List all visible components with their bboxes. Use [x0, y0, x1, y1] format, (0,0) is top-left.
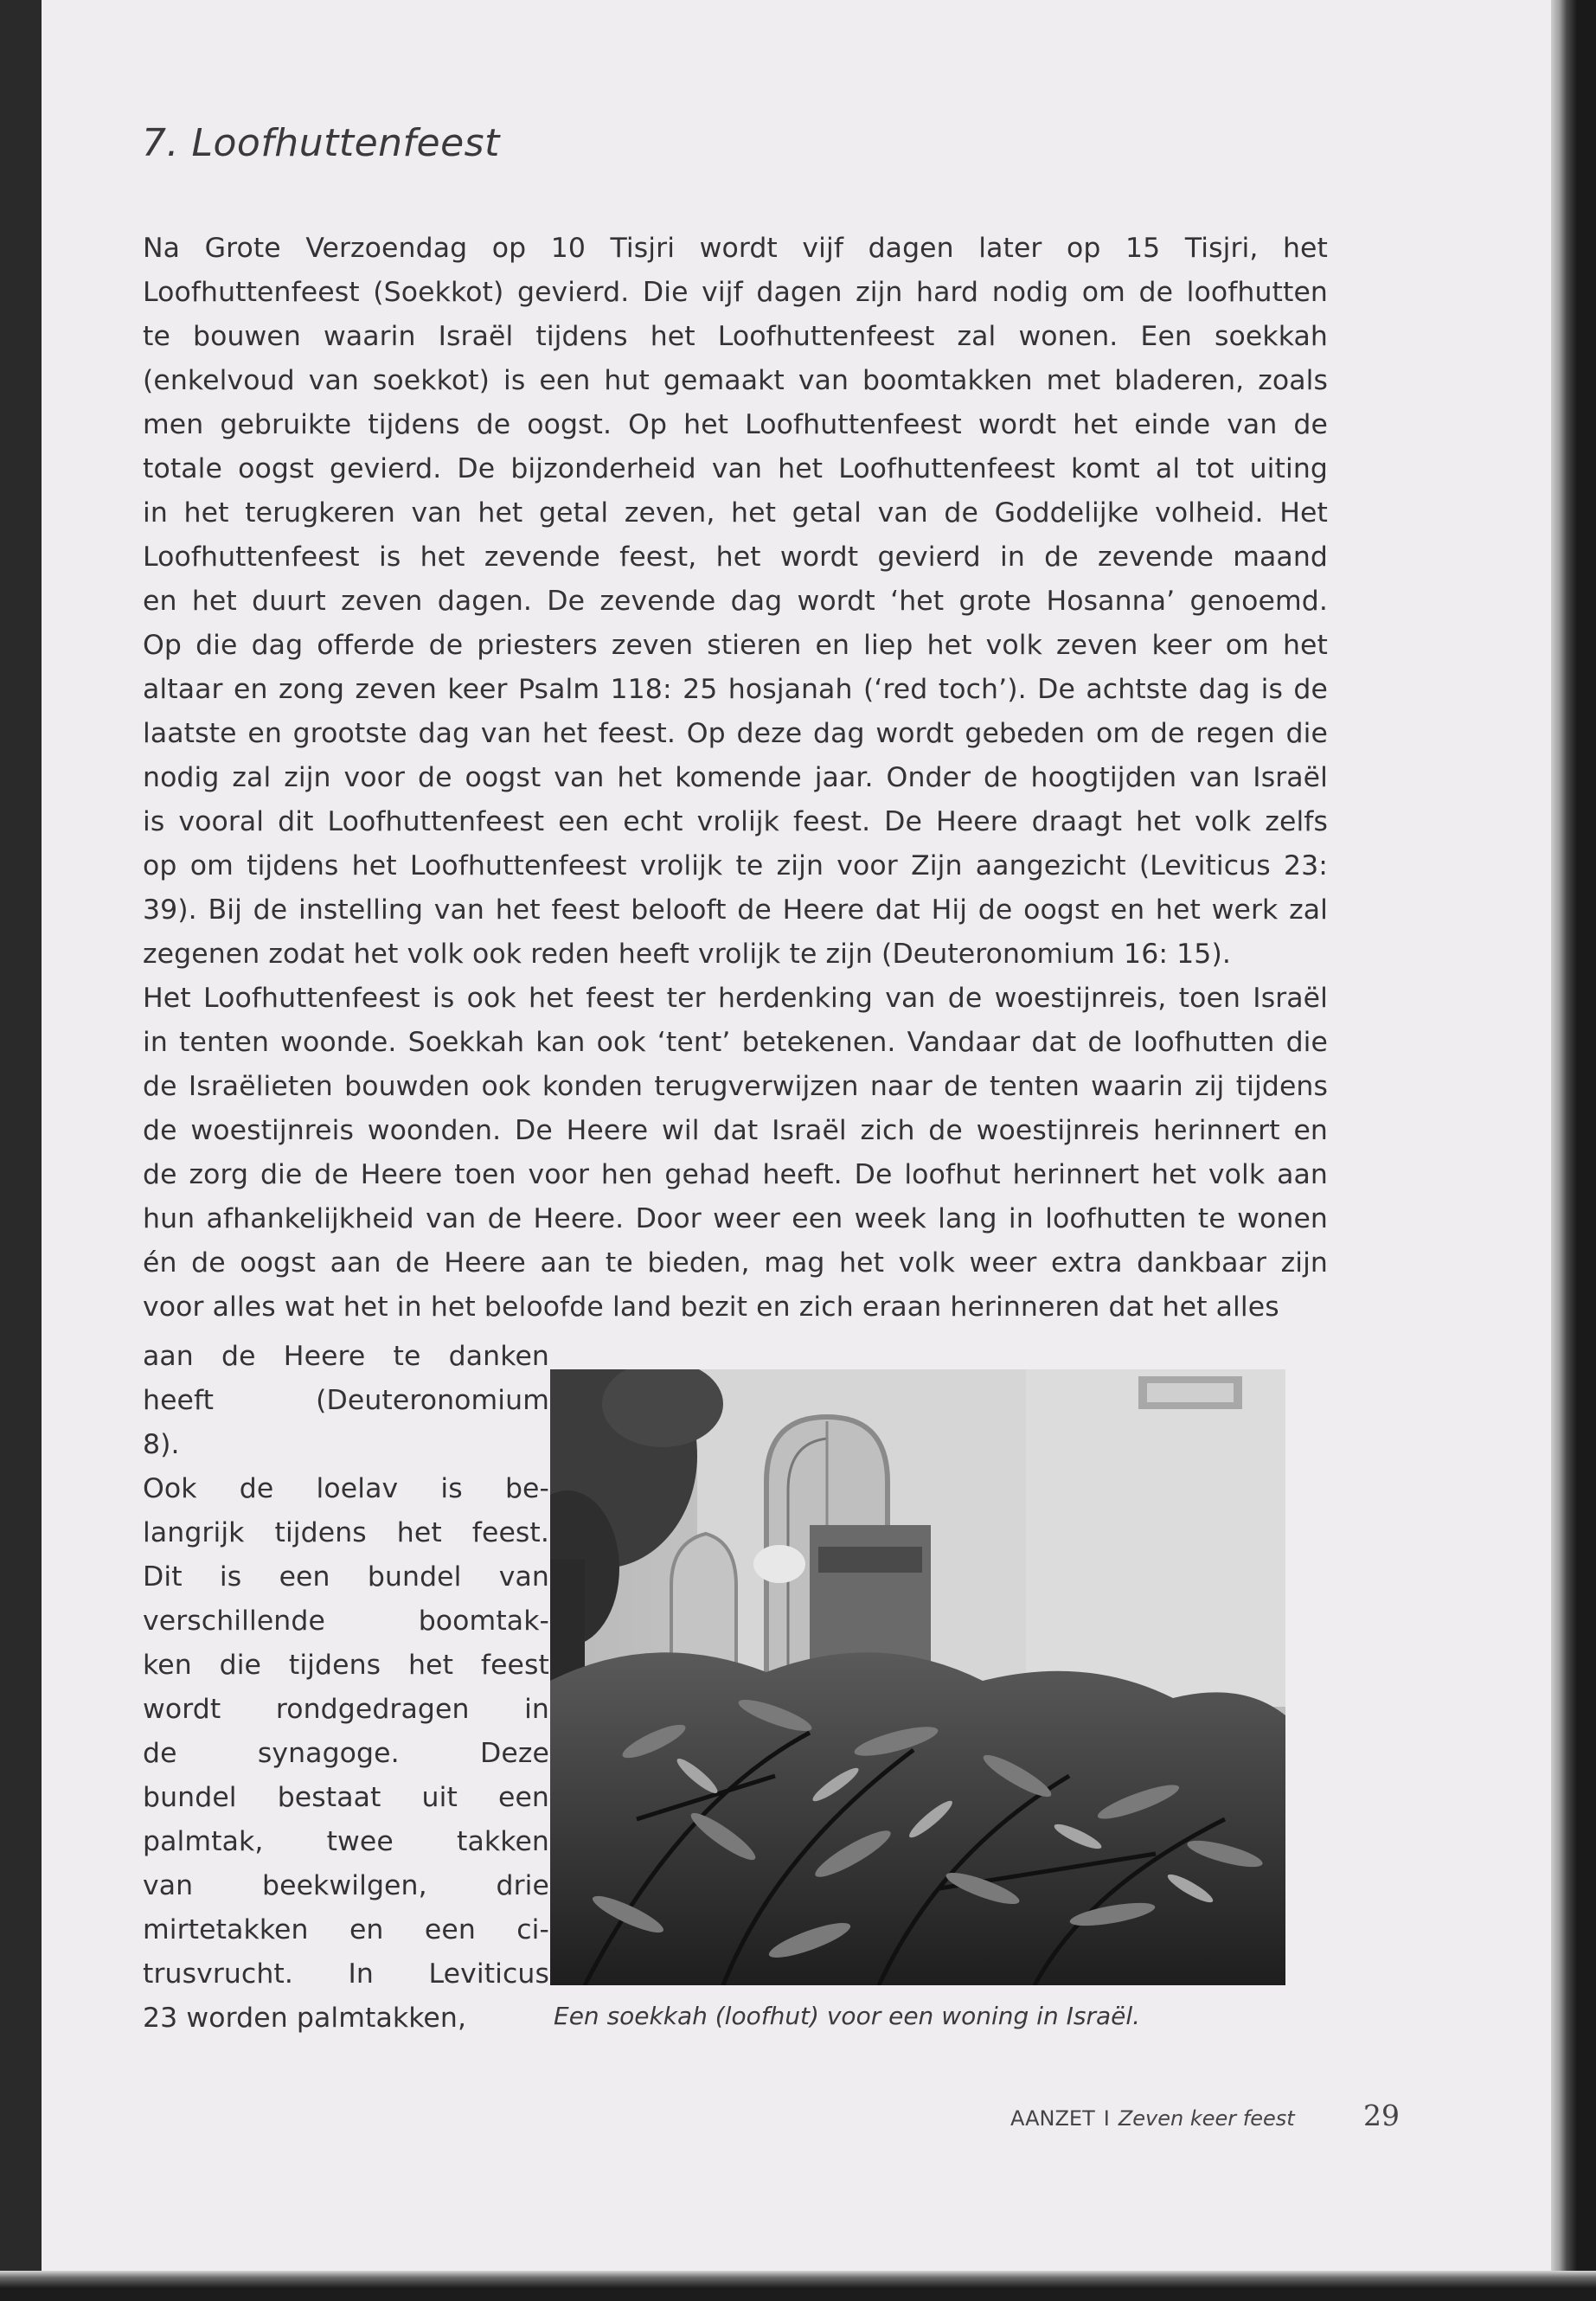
soekkah-photo-image — [550, 1369, 1285, 1985]
text-line: laatste en grootste dag van het feest. Op deze dag wordt gebeden om de regen die — [143, 718, 1328, 749]
text-line: en het duurt zeven dagen. De zevende dag wordt ‘het grote Hosanna’ genoemd. — [143, 586, 1328, 617]
text-line: Loofhuttenfeest (Soekkot) gevierd. Die vijf dagen zijn hard nodig om de loofhutten — [143, 277, 1328, 308]
text-line: op om tijdens het Loofhuttenfeest vrolijk te zijn voor Zijn aangezicht (Leviticus 23: — [143, 850, 1328, 881]
text-line: én de oogst aan de Heere aan te bieden, mag het volk weer extra dankbaar zijn — [143, 1247, 1328, 1279]
side-text — [143, 1335, 549, 2041]
footer-subtitle: Zeven keer feest — [1118, 2106, 1295, 2131]
footer-separator: I — [1103, 2106, 1110, 2131]
page-number: 29 — [1363, 2099, 1400, 2132]
text-line: 8). — [143, 1429, 180, 1460]
book-bottom-shadow — [0, 2271, 1596, 2301]
text-line: Het Loofhuttenfeest is ook het feest ter herdenking van de woestijnreis, toen Israël — [143, 983, 1328, 1014]
text-line: verschillende boomtak- — [143, 1606, 549, 1637]
text-line: langrijk tijdens het feest. — [143, 1517, 549, 1548]
text-line: hun afhankelijkheid van de Heere. Door weer een week lang in loofhutten te wonen — [143, 1203, 1328, 1234]
text-line: heeft (Deuteronomium — [143, 1385, 549, 1416]
text-line: totale oogst gevierd. De bijzonderheid van het Loofhuttenfeest komt al tot uiting — [143, 453, 1328, 484]
text-line: 23 worden palmtakken, — [143, 2003, 467, 2034]
text-line: Na Grote Verzoendag op 10 Tisjri wordt vijf dagen later op 15 Tisjri, het — [143, 233, 1328, 264]
text-line: ken die tijdens het feest — [143, 1650, 549, 1681]
text-line: te bouwen waarin Israël tijdens het Loofhuttenfeest zal wonen. Een soekkah — [143, 321, 1328, 352]
running-footer — [1010, 2106, 1295, 2131]
book-page — [42, 0, 1551, 2301]
text-line: in het terugkeren van het getal zeven, het getal van de Goddelijke volheid. Het — [143, 497, 1328, 529]
figure-caption: Een soekkah (loofhut) voor een woning in Israël. — [554, 2002, 1141, 2030]
text-line: voor alles wat het in het beloofde land bezit en zich eraan herinneren dat het alles — [143, 1292, 1279, 1323]
text-line: nodig zal zijn voor de oogst van het komende jaar. Onder de hoogtijden van Israël — [143, 762, 1328, 793]
text-line: 39). Bij de instelling van het feest belooft de Heere dat Hij de oogst en het werk zal — [143, 894, 1328, 926]
text-line: is vooral dit Loofhuttenfeest een echt vrolijk feest. De Heere draagt het volk zelfs — [143, 806, 1328, 837]
text-line: wordt rondgedragen in — [143, 1694, 549, 1725]
text-line: palmtak, twee takken — [143, 1826, 549, 1857]
text-line: bundel bestaat uit een — [143, 1782, 549, 1813]
text-line: van beekwilgen, drie — [143, 1870, 549, 1901]
book-gutter-shadow — [1551, 0, 1596, 2301]
text-line: Loofhuttenfeest is het zevende feest, het wordt gevierd in de zevende maand — [143, 542, 1328, 573]
text-line: in tenten woonde. Soekkah kan ook ‘tent’ betekenen. Vandaar dat de loofhutten die — [143, 1027, 1328, 1058]
text-line: aan de Heere te danken — [143, 1341, 549, 1372]
main-text — [143, 227, 1328, 1330]
chapter-title: 7. Loofhuttenfeest — [142, 121, 500, 165]
text-line: de woestijnreis woonden. De Heere wil dat Israël zich de woestijnreis herinnert en — [143, 1115, 1328, 1146]
text-line: mirtetakken en een ci- — [143, 1914, 549, 1945]
text-line: zegenen zodat het volk ook reden heeft vrolijk te zijn (Deuteronomium 16: 15). — [143, 939, 1231, 970]
footer-section: AANZET — [1010, 2106, 1095, 2131]
soekkah-photo — [550, 1369, 1285, 1985]
text-line: Op die dag offerde de priesters zeven stieren en liep het volk zeven keer om het — [143, 630, 1328, 661]
text-line: men gebruikte tijdens de oogst. Op het Loofhuttenfeest wordt het einde van de — [143, 409, 1328, 440]
text-line: Dit is een bundel van — [143, 1561, 549, 1593]
text-line: altaar en zong zeven keer Psalm 118: 25 hosjanah (‘red toch’). De achtste dag is de — [143, 674, 1328, 705]
text-line: Ook de loelav is be- — [143, 1473, 549, 1504]
text-line: de zorg die de Heere toen voor hen gehad heeft. De loofhut herinnert het volk aan — [143, 1159, 1328, 1190]
text-line: de Israëlieten bouwden ook konden terugverwijzen naar de tenten waarin zij tijdens — [143, 1071, 1328, 1102]
text-line: (enkelvoud van soekkot) is een hut gemaakt van boomtakken met bladeren, zoals — [143, 365, 1328, 396]
text-line: trusvrucht. In Leviticus — [143, 1958, 549, 1990]
text-line: de synagoge. Deze — [143, 1738, 549, 1769]
